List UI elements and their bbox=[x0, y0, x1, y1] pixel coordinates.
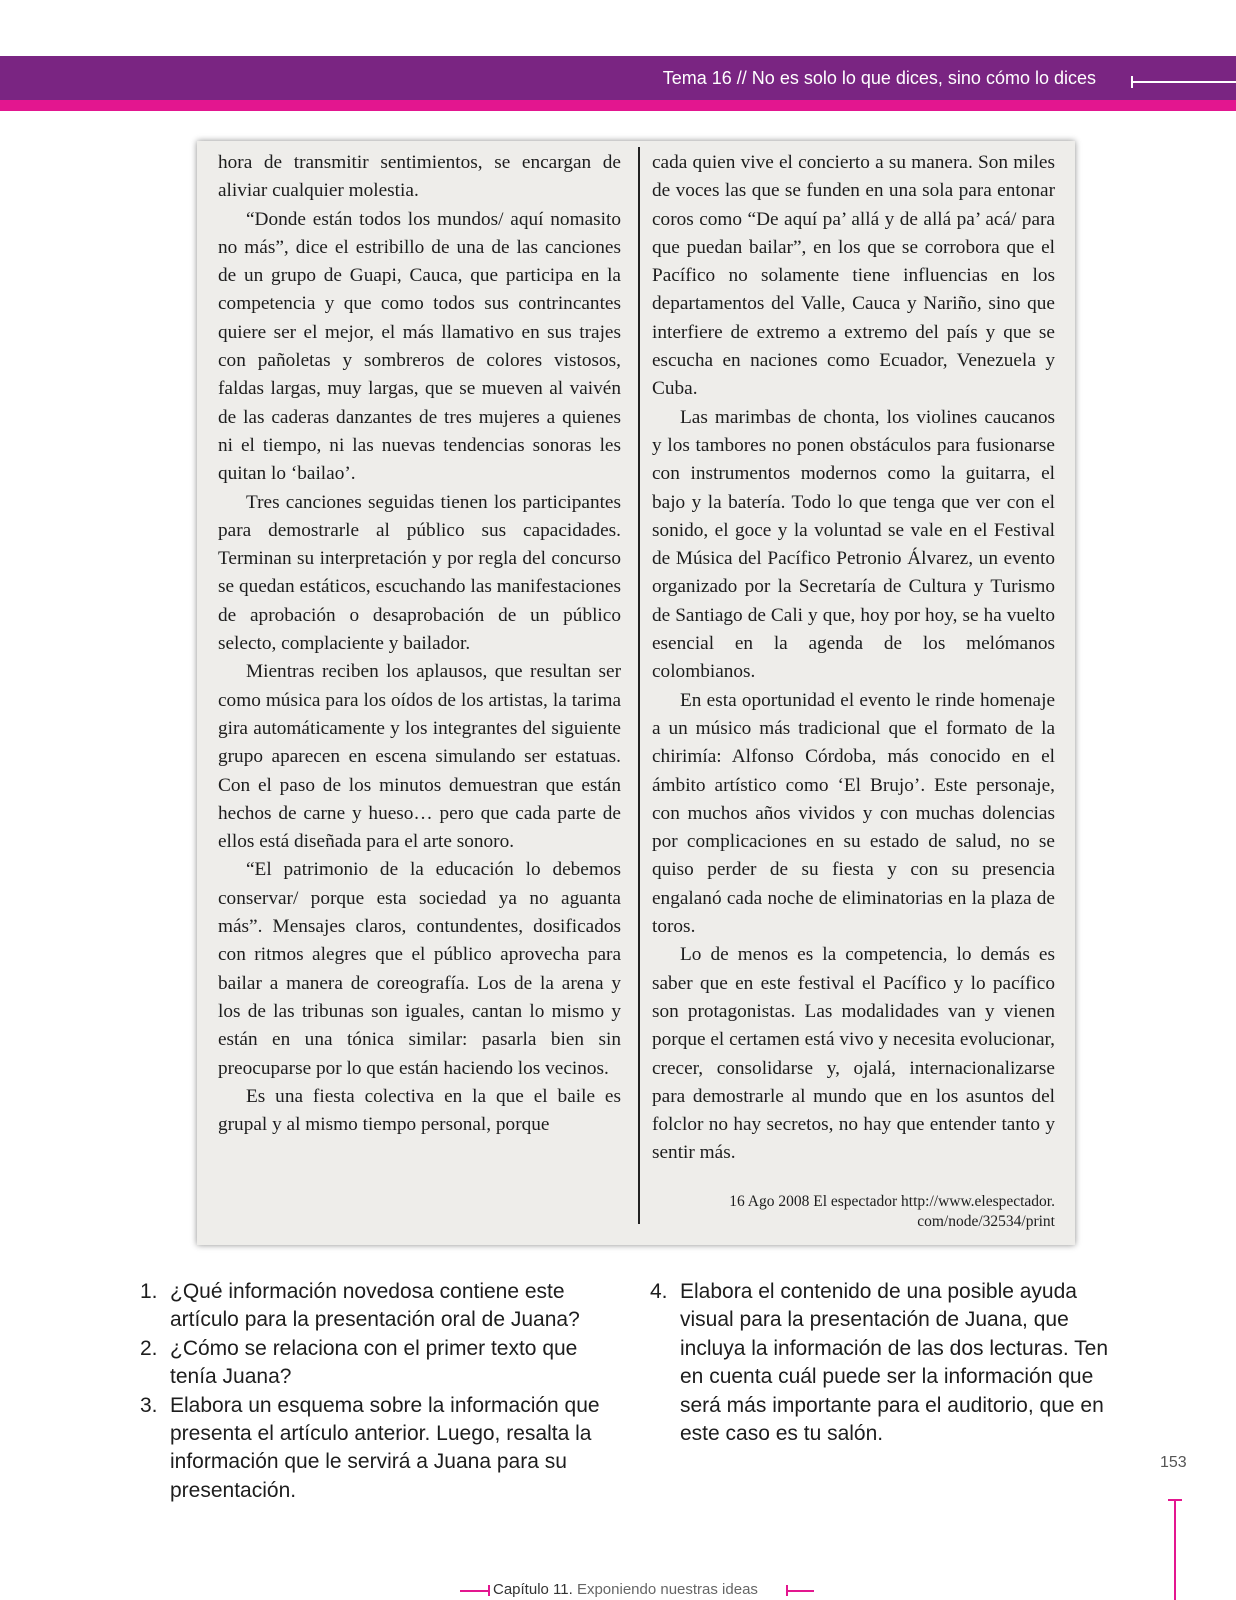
question-text: ¿Qué información novedosa contiene este artículo para la presentación oral de Juana? bbox=[170, 1280, 580, 1332]
source-line: 16 Ago 2008 El espectador http://www.elespectador. bbox=[729, 1193, 1055, 1210]
question-number: 3. bbox=[140, 1393, 158, 1417]
question-text: Elabora el contenido de una posible ayuda visual para la presentación de Juana, que incluya la información de las dos lecturas. Ten en cuenta cuál puede ser la información que será más importante para el auditorio, que en este caso es tu salón. bbox=[680, 1280, 1109, 1446]
chapter-title: Exponiendo nuestras ideas bbox=[572, 1581, 758, 1598]
article-paragraph: Es una fiesta colectiva en la que el baile es grupal y al mismo tiempo personal, porque bbox=[218, 1085, 621, 1136]
topic-title: Tema 16 // No es solo lo que dices, sino cómo lo dices bbox=[662, 68, 1096, 88]
question-number: 1. bbox=[140, 1280, 158, 1303]
side-rule bbox=[1174, 1500, 1176, 1600]
question-item bbox=[140, 1335, 622, 1392]
question-item bbox=[140, 1278, 622, 1335]
article-paragraph: cada quien vive el concierto a su manera. Son miles de voces las que se funden en una sola para entonar coros como “De aquí pa’ allá y de allá pa’ acá/ para que puedan bailar”, en los que se corrobora que el Pacífico no solamente tiene influencias en los departamentos del Valle, Cauca y Nariño, sino que interfiere de extremo a extremo del país y que se escucha en naciones como Ecuador, Venezuela y Cuba. bbox=[652, 152, 1055, 400]
column-divider bbox=[638, 147, 640, 1224]
question-text: ¿Cómo se relaciona con el primer texto que tenía Juana? bbox=[170, 1336, 578, 1389]
source-line: com/node/32534/print bbox=[917, 1213, 1055, 1230]
page-number: 153 bbox=[1160, 1454, 1187, 1471]
question-item bbox=[140, 1392, 622, 1506]
article-paragraph: “El patrimonio de la educación lo debemos conservar/ porque esta sociedad ya no aguanta más”. Mensajes claros, contundentes, dosificados con ritmos alegres que el público aprovecha para bailar a manera de coreografía. Los de la arena y los de las tribunas son iguales, cantan lo mismo y están en una tónica similar: pasarla bien sin preocuparse por lo que están haciendo los vecinos. bbox=[218, 859, 621, 1079]
question-item bbox=[650, 1278, 1130, 1448]
article-source bbox=[652, 1192, 1055, 1232]
chapter-footer bbox=[493, 1581, 758, 1598]
article-right-column bbox=[652, 149, 1055, 1168]
article-paragraph: En esta oportunidad el evento le rinde homenaje a un músico más tradicional que el formato de la chirimía: Alfonso Córdoba, más conocido en el ámbito artístico como ‘El Brujo’. Este personaje, con muchos años vividos y con muchas dolencias por complicaciones en su estado de salud, no se quiso perder de su fiesta y con su presencia engalanó cada noche de eliminatorias en la plaza de toros. bbox=[652, 689, 1055, 938]
chapter-label: Capítulo 11. bbox=[493, 1581, 573, 1598]
header-accent-stripe bbox=[0, 100, 1236, 111]
article-paragraph: “Donde están todos los mundos/ aquí nomasito no más”, dice el estribillo de una de las canciones de un grupo de Guapi, Cauca, que participa en la competencia y que como todos sus contrincantes quiere ser el mejor, el más llamativo en sus trajes con pañoletas y sombreros de colores vistosos, faldas largas, muy largas, que se mueven al vaivén de las caderas danzantes de tres mujeres a quienes ni el tiempo, ni las nuevas tendencias sonoras les quitan lo ‘bailao’. bbox=[218, 208, 621, 485]
footer-rule-left bbox=[460, 1590, 490, 1592]
header-rule bbox=[1131, 81, 1236, 83]
footer-rule-left-tick bbox=[488, 1585, 490, 1596]
article-paragraph: Lo de menos es la competencia, lo demás es saber que en este festival el Pacífico y lo pacífico son protagonistas. Las modalidades van y vienen porque el certamen está vivo y necesita evolucionar, crecer, consolidarse y, ojalá, internacionalizarse para demostrarle al mundo que en los asuntos del folclor no hay secretos, no hay que entender tanto y sentir más. bbox=[652, 944, 1055, 1164]
article-paragraph: Mientras reciben los aplausos, que resultan ser como música para los oídos de los artistas, la tarima gira automáticamente y los integrantes del siguiente grupo aparecen en escena simulando ser estatuas. Con el paso de los minutos demuestran que están hechos de carne y hueso… pero que cada parte de ellos está diseñada para el arte sonoro. bbox=[218, 661, 621, 853]
question-list-left bbox=[140, 1278, 622, 1505]
article-left-column bbox=[218, 149, 621, 1139]
article-paragraph: Tres canciones seguidas tienen los participantes para demostrarle al público sus capacidades. Terminan su interpretación y por regla del concurso se quedan estáticos, escuchando las manifestaciones de aprobación o desaprobación de un público selecto, complaciente y bailador. bbox=[218, 491, 621, 655]
article-paragraph: hora de transmitir sentimientos, se encargan de aliviar cualquier molestia. bbox=[218, 152, 621, 202]
question-number: 2. bbox=[140, 1336, 158, 1360]
question-list-right bbox=[650, 1278, 1130, 1448]
question-number: 4. bbox=[650, 1280, 668, 1303]
article-paragraph: Las marimbas de chonta, los violines caucanos y los tambores no ponen obstáculos para fusionarse con instrumentos modernos como la guitarra, el bajo y la batería. Todo lo que tenga que ver con el sonido, el goce y la voluntad se vale en el Festival de Música del Pacífico Petronio Álvarez, un evento organizado por la Secretaría de Cultura y Turismo de Santiago de Cali y que, hoy por hoy, se ha vuelto esencial en la agenda de los melómanos colombianos. bbox=[652, 406, 1055, 683]
question-text: Elabora un esquema sobre la información que presenta el artículo anterior. Luego, resalta la información que le servirá a Juana para su presentación. bbox=[170, 1393, 600, 1502]
footer-rule-right bbox=[786, 1590, 814, 1592]
